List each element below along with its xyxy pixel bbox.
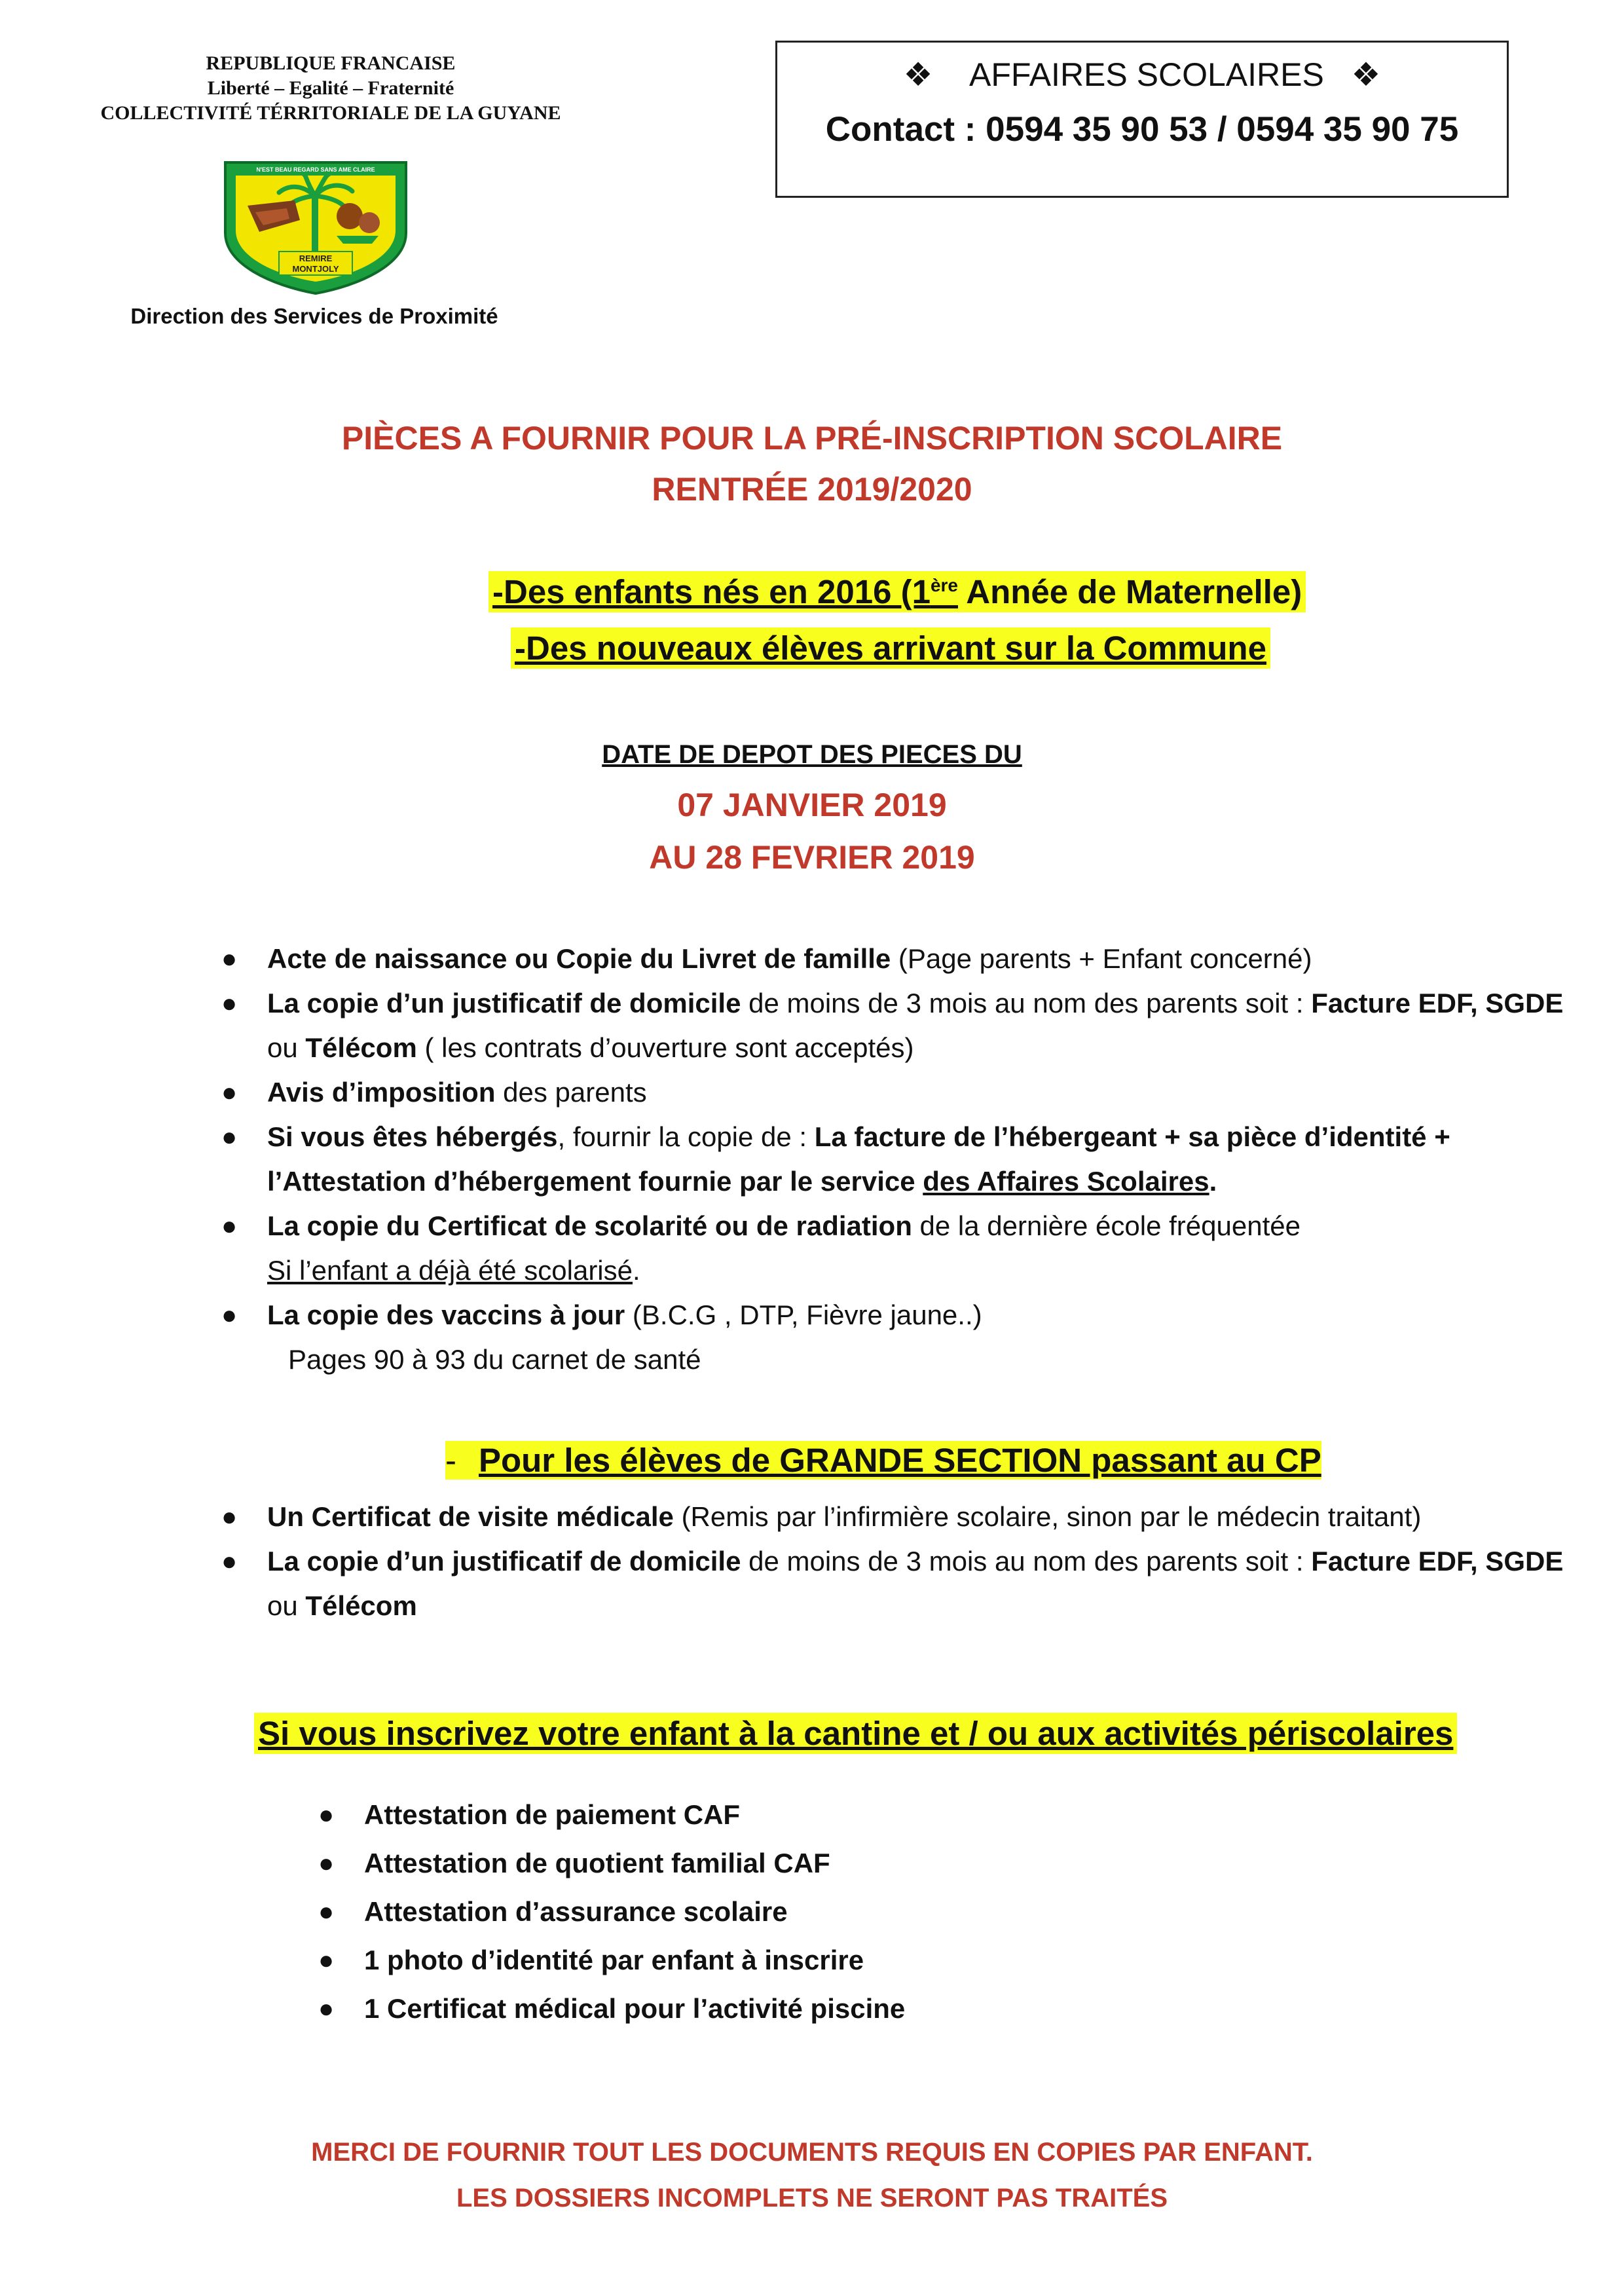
list-item: ● La copie d’un justificatif de domicile de moins de 3 mois au nom des parents soit : Facture EDF, SGDE ou Télécom ( les contrats d’ouverture sont acceptés) xyxy=(267,981,1564,1070)
list-item: ● Si vous êtes hébergés, fournir la copie de : La facture de l’hébergeant + sa pièce d’identité + l’Attestation d’hébergement fournie par le service des Affaires Scolaires. xyxy=(267,1115,1564,1204)
section-cantine: Si vous inscrivez votre enfant à la cantine et / ou aux activités périscolaires xyxy=(254,1713,1457,1754)
bullet-icon: ● xyxy=(221,1301,238,1330)
target-line-2: -Des nouveaux élèves arrivant sur la Commune xyxy=(511,627,1270,669)
bullet-icon: ● xyxy=(221,1212,238,1241)
list-item: ● Attestation de paiement CAF xyxy=(364,1791,1477,1839)
target-line-1: -Des enfants nés en 2016 (1ère Année de Maternelle) xyxy=(489,571,1306,612)
list-item: ● 1 Certificat médical pour l’activité piscine xyxy=(364,1985,1477,2033)
documents-list xyxy=(221,937,1564,1382)
list-item: ● Avis d’imposition des parents xyxy=(267,1070,1564,1115)
list-item: ● Attestation de quotient familial CAF xyxy=(364,1839,1477,1888)
remire-montjoly-logo xyxy=(221,160,410,296)
section-grande-section: - Pour les élèves de GRANDE SECTION passant au CP xyxy=(445,1442,1321,1479)
bullet-icon: ● xyxy=(318,1897,335,1926)
date-start: 07 JANVIER 2019 xyxy=(677,787,947,823)
logo-name-1: REMIRE xyxy=(299,253,333,263)
page-title: PIÈCES A FOURNIR POUR LA PRÉ-INSCRIPTION SCOLAIRE xyxy=(341,420,1283,457)
footer-line-2: LES DOSSIERS INCOMPLETS NE SERONT PAS TRAITÉS xyxy=(456,2184,1168,2212)
devise-text: Liberté – Egalité – Fraternité xyxy=(207,77,454,99)
page-subtitle: RENTRÉE 2019/2020 xyxy=(652,471,972,508)
diamond-icon: ❖ xyxy=(903,56,933,93)
affaires-scolaires-label: AFFAIRES SCOLAIRES xyxy=(969,56,1324,93)
list-item: ● La copie des vaccins à jour (B.C.G , DTP, Fièvre jaune..) Pages 90 à 93 du carnet de santé xyxy=(267,1293,1564,1382)
logo-motto: N'EST BEAU REGARD SANS AME CLAIRE xyxy=(256,166,375,173)
cantine-list xyxy=(318,1791,1477,2033)
bullet-icon: ● xyxy=(221,1547,238,1576)
list-item: ● Un Certificat de visite médicale (Remis par l’infirmière scolaire, sinon par le médecin traitant) xyxy=(267,1495,1564,1539)
list-item: ● 1 photo d’identité par enfant à inscrire xyxy=(364,1936,1477,1985)
collectivite-text: COLLECTIVITÉ TÉRRITORIALE DE LA GUYANE xyxy=(100,102,561,124)
date-end: AU 28 FEVRIER 2019 xyxy=(649,839,975,876)
contact-box-title xyxy=(777,56,1507,94)
bullet-icon: ● xyxy=(221,1078,238,1107)
diamond-icon: ❖ xyxy=(1351,56,1381,93)
logo-name-2: MONTJOLY xyxy=(292,264,339,274)
bullet-icon: ● xyxy=(318,1801,335,1829)
bullet-icon: ● xyxy=(318,1946,335,1975)
direction-text: Direction des Services de Proximité xyxy=(130,304,498,328)
bullet-icon: ● xyxy=(318,1849,335,1878)
contact-phone: Contact : 0594 35 90 53 / 0594 35 90 75 xyxy=(825,110,1459,149)
republique-text: REPUBLIQUE FRANCAISE xyxy=(206,52,456,74)
list-item: ● La copie du Certificat de scolarité ou de radiation de la dernière école fréquentée Si l’enfant a déjà été scolarisé. xyxy=(267,1204,1564,1293)
bullet-icon: ● xyxy=(221,1123,238,1151)
bullet-icon: ● xyxy=(221,944,238,973)
bullet-icon: ● xyxy=(221,989,238,1018)
grande-section-list xyxy=(221,1495,1564,1628)
bullet-icon: ● xyxy=(221,1502,238,1531)
date-label: DATE DE DEPOT DES PIECES DU xyxy=(602,740,1022,769)
contact-box xyxy=(775,41,1509,198)
list-item: ● La copie d’un justificatif de domicile de moins de 3 mois au nom des parents soit : Facture EDF, SGDE ou Télécom xyxy=(267,1539,1564,1628)
list-item: ● Acte de naissance ou Copie du Livret de famille (Page parents + Enfant concerné) xyxy=(267,937,1564,981)
bullet-icon: ● xyxy=(318,1994,335,2023)
footer-line-1: MERCI DE FOURNIR TOUT LES DOCUMENTS REQUIS EN COPIES PAR ENFANT. xyxy=(311,2138,1313,2167)
header-block xyxy=(52,51,609,126)
list-item: ● Attestation d’assurance scolaire xyxy=(364,1888,1477,1936)
